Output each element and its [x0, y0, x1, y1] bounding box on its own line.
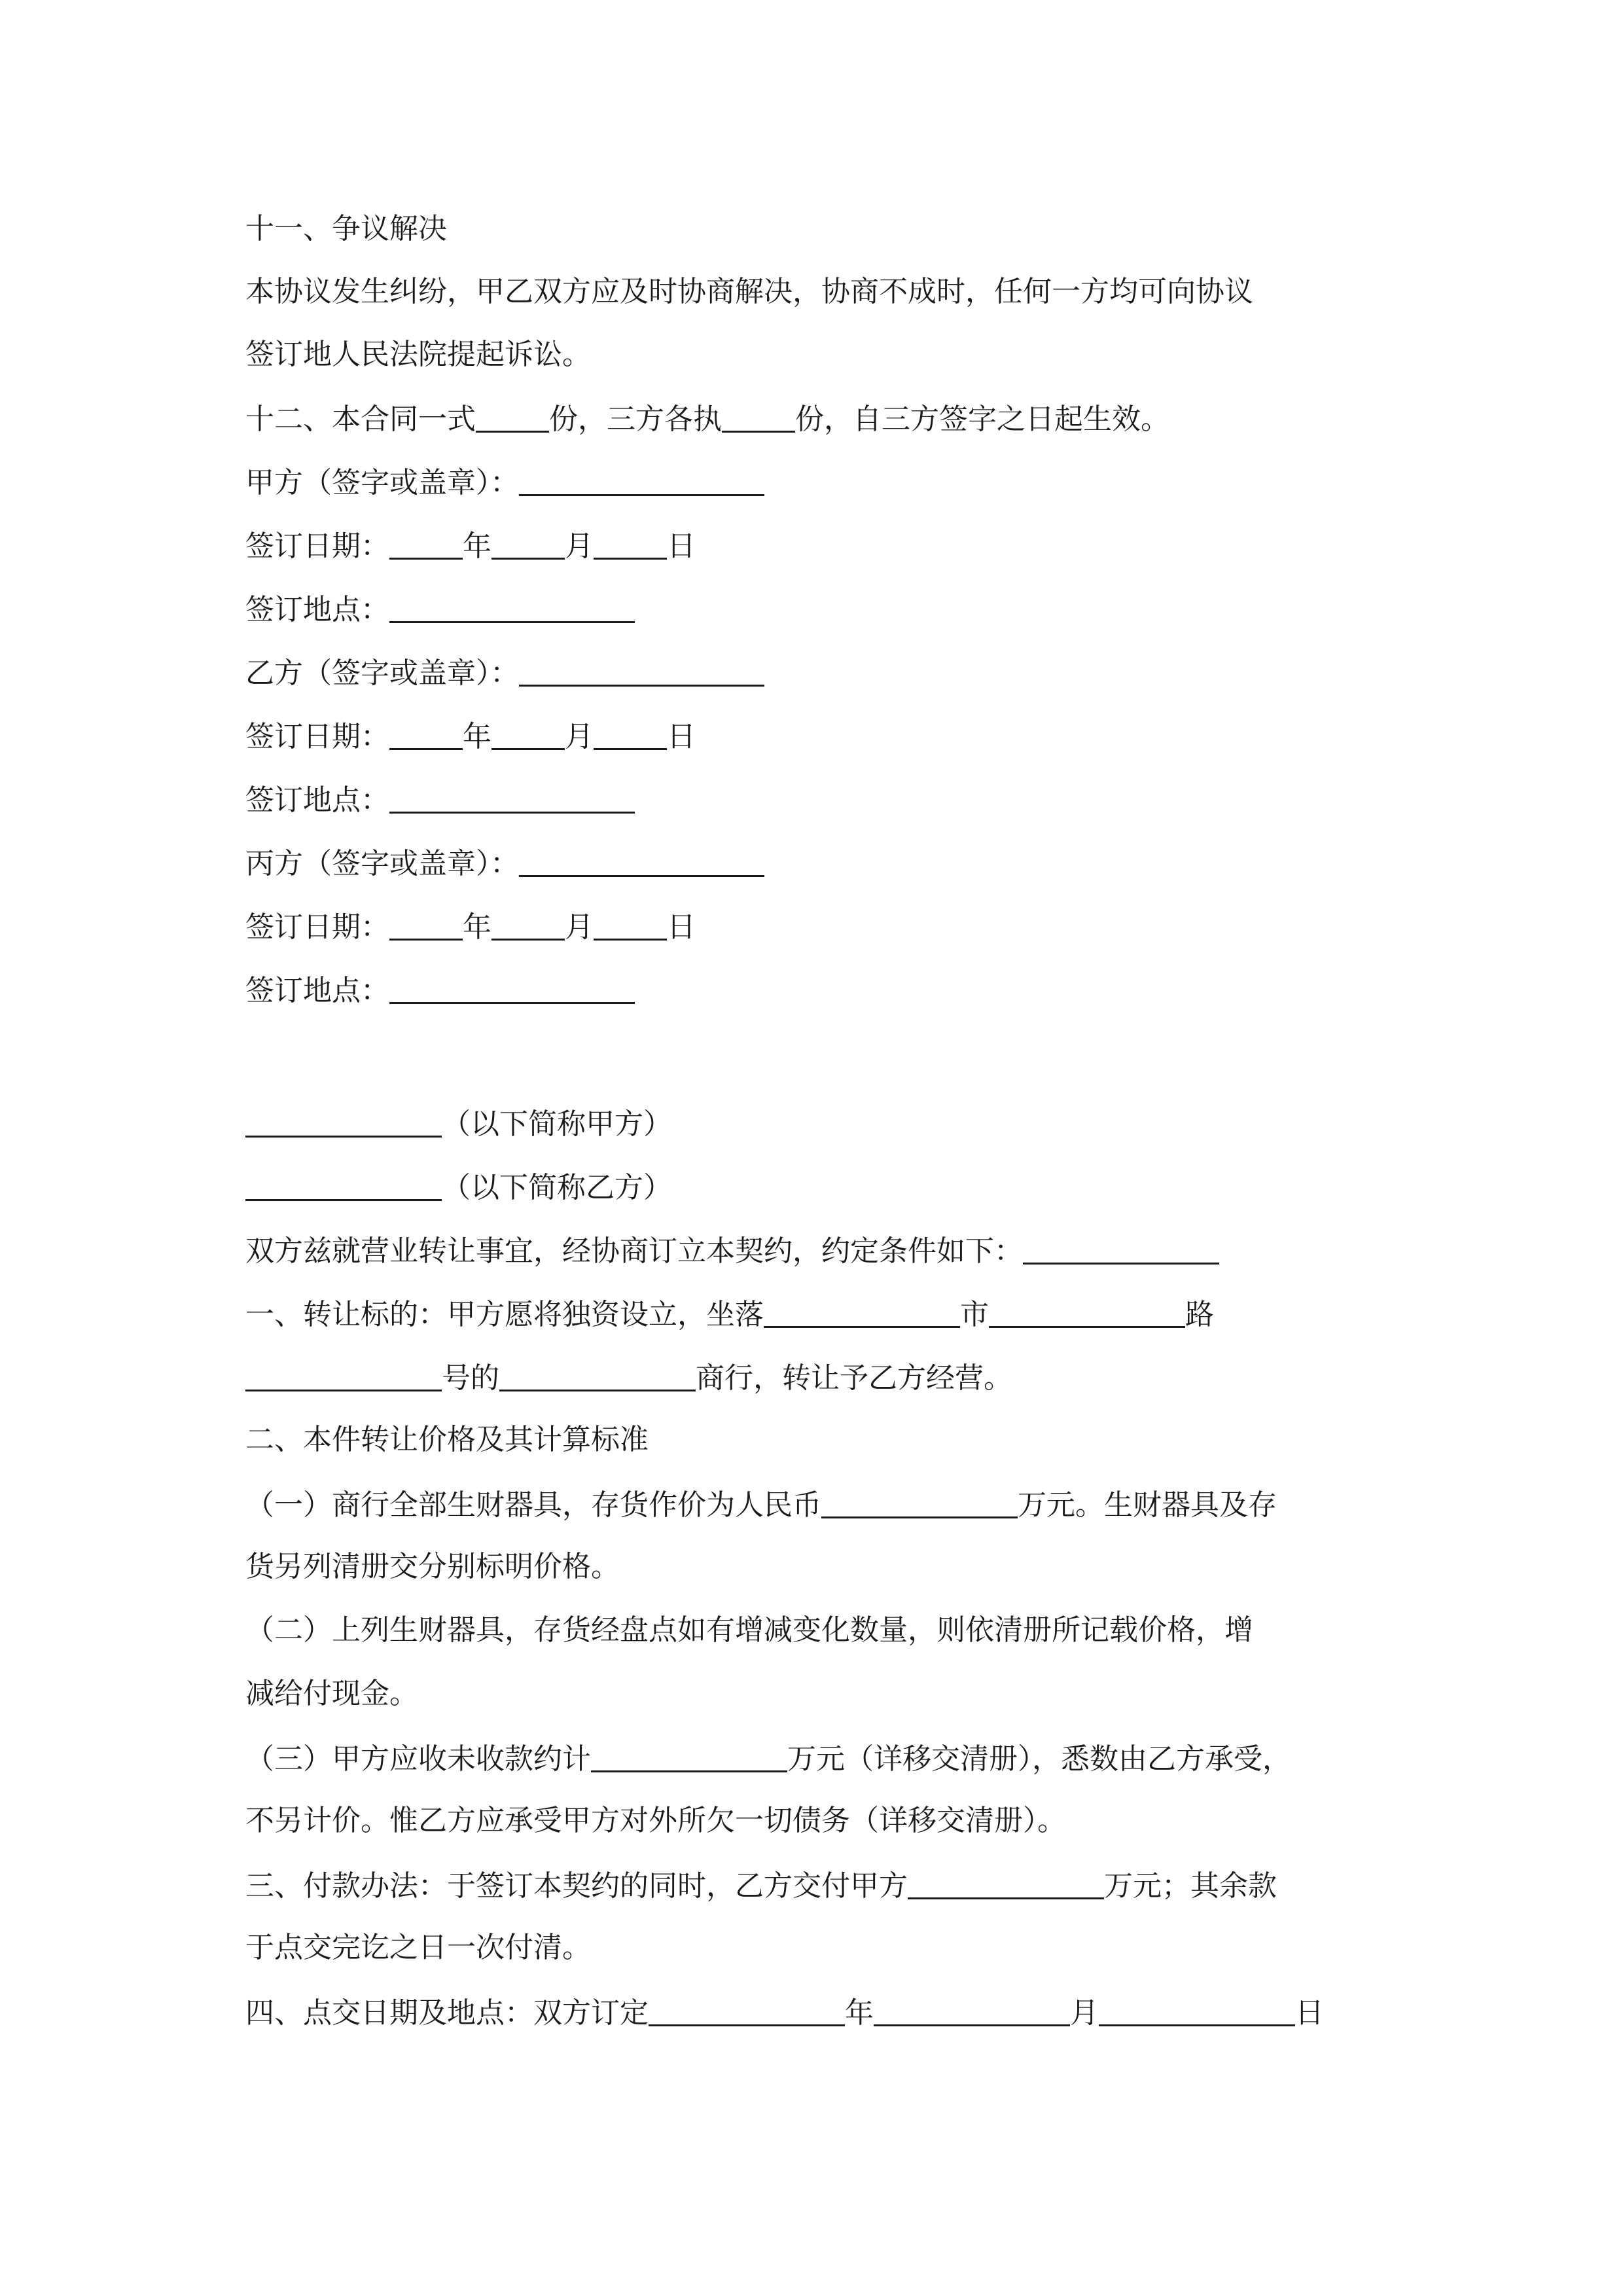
s2-3-text-a: （三）甲方应收未收款约计: [245, 1742, 591, 1776]
s4-year: 年: [845, 1996, 874, 2030]
s2-3-text-b: 万元（详移交清册），悉数由乙方承受，: [787, 1742, 1291, 1776]
year-blank: [389, 910, 463, 941]
place-blank: [389, 592, 635, 623]
s3-text-b: 万元；其余款: [1104, 1869, 1277, 1903]
month-blank: [491, 719, 565, 750]
price-blank: [821, 1488, 1018, 1518]
copies-each-blank: [722, 402, 795, 433]
section-1-line-2: [245, 1357, 1012, 1396]
s1-text-a: 一、转让标的：甲方愿将独资设立，坐落: [245, 1298, 764, 1331]
party-b-signature: [245, 652, 764, 691]
payment-blank: [908, 1869, 1104, 1899]
day-unit: 日: [667, 529, 696, 563]
section-2-2-line-2: 减给付现金。: [245, 1677, 418, 1710]
party-c-label: 丙方（签字或盖章）：: [245, 847, 519, 880]
contract-intro: [245, 1230, 1219, 1269]
place-label: 签订地点：: [245, 593, 389, 626]
receivable-blank: [591, 1742, 787, 1772]
section-11-title: 十一、争议解决: [245, 212, 447, 245]
place-label: 签订地点：: [245, 783, 389, 817]
section-12: [245, 398, 1169, 437]
intro-text: 双方兹就营业转让事宜，经协商订立本契约，约定条件如下：: [245, 1234, 1023, 1268]
section-2-3-line-2: 不另计价。惟乙方应承受甲方对外所欠一切债务（详移交清册）。: [245, 1804, 1066, 1837]
s2-1-text-b: 万元。生财器具及存: [1018, 1488, 1277, 1522]
handover-year-blank: [649, 1996, 845, 2026]
copies-total-blank: [476, 402, 549, 433]
s1-text-e: 商行，转让予乙方经营。: [696, 1361, 1012, 1395]
s4-month: 月: [1070, 1996, 1099, 2030]
section-2-2-line-1: （二）上列生财器具，存货经盘点如有增减变化数量，则依清册所记载价格，增: [245, 1613, 1253, 1647]
year-unit: 年: [463, 720, 491, 753]
party-a-signature: [245, 461, 764, 501]
party-a-alias: （以下简称甲方）: [442, 1107, 672, 1141]
section-12-b: 份，三方各执: [549, 403, 722, 436]
party-a-date: [245, 525, 696, 564]
shop-name-blank: [499, 1361, 696, 1391]
s1-text-b: 市: [960, 1298, 989, 1331]
section-2-1-line-2: 货另列清册交分别标明价格。: [245, 1550, 620, 1583]
month-unit: 月: [565, 720, 594, 753]
party-a-name-blank: [245, 1107, 442, 1138]
party-b-name-blank: [245, 1170, 442, 1201]
section-11-text-1: 本协议发生纠纷，甲乙双方应及时协商解决，协商不成时，任何一方均可向协议: [245, 275, 1253, 308]
section-12-a: 十二、本合同一式: [245, 403, 476, 436]
month-blank: [491, 529, 565, 560]
party-b-date: [245, 715, 696, 755]
section-4-line-1: [245, 1992, 1324, 2031]
month-unit: 月: [565, 529, 594, 563]
section-12-c: 份，自三方签字之日起生效。: [795, 403, 1169, 436]
party-c-place: [245, 969, 635, 1009]
party-b-label: 乙方（签字或盖章）：: [245, 656, 519, 690]
day-blank: [594, 529, 667, 560]
s2-1-text-a: （一）商行全部生财器具，存货作价为人民币: [245, 1488, 821, 1522]
handover-day-blank: [1099, 1996, 1295, 2026]
party-b-signature-blank: [519, 656, 764, 687]
date-label: 签订日期：: [245, 529, 389, 563]
month-blank: [491, 910, 565, 941]
s3-text-a: 三、付款办法：于签订本契约的同时，乙方交付甲方: [245, 1869, 908, 1903]
section-3-line-1: [245, 1865, 1277, 1904]
place-blank: [389, 973, 635, 1004]
date-label: 签订日期：: [245, 910, 389, 944]
party-c-signature-blank: [519, 846, 764, 877]
s4-day: 日: [1295, 1996, 1324, 2030]
party-a-signature-blank: [519, 465, 764, 496]
city-blank: [764, 1297, 960, 1328]
year-unit: 年: [463, 910, 491, 944]
day-unit: 日: [667, 720, 696, 753]
party-c-signature: [245, 842, 764, 882]
day-unit: 日: [667, 910, 696, 944]
party-b-alias: （以下简称乙方）: [442, 1171, 672, 1204]
contract-party-b: [245, 1166, 672, 1206]
year-blank: [389, 719, 463, 750]
date-label: 签订日期：: [245, 720, 389, 753]
number-blank: [245, 1361, 442, 1391]
section-2-3-line-1: [245, 1738, 1291, 1777]
road-blank: [989, 1297, 1185, 1328]
year-blank: [389, 529, 463, 560]
handover-month-blank: [874, 1996, 1070, 2026]
section-2-title: 二、本件转让价格及其计算标准: [245, 1423, 649, 1456]
year-unit: 年: [463, 529, 491, 563]
party-a-label: 甲方（签字或盖章）：: [245, 466, 519, 499]
day-blank: [594, 719, 667, 750]
section-11-text-2: 签订地人民法院提起诉讼。: [245, 338, 591, 371]
section-1-line-1: [245, 1293, 1214, 1333]
party-c-date: [245, 906, 696, 945]
place-blank: [389, 783, 635, 814]
s1-text-d: 号的: [442, 1361, 499, 1395]
section-2-1-line-1: [245, 1484, 1277, 1523]
party-a-place: [245, 588, 635, 628]
section-3-line-2: 于点交完讫之日一次付清。: [245, 1931, 591, 1964]
s4-text-a: 四、点交日期及地点：双方订定: [245, 1996, 649, 2030]
intro-blank: [1023, 1234, 1219, 1265]
day-blank: [594, 910, 667, 941]
party-b-place: [245, 779, 635, 818]
contract-party-a: [245, 1103, 672, 1142]
place-label: 签订地点：: [245, 974, 389, 1007]
month-unit: 月: [565, 910, 594, 944]
s1-text-c: 路: [1185, 1298, 1214, 1331]
